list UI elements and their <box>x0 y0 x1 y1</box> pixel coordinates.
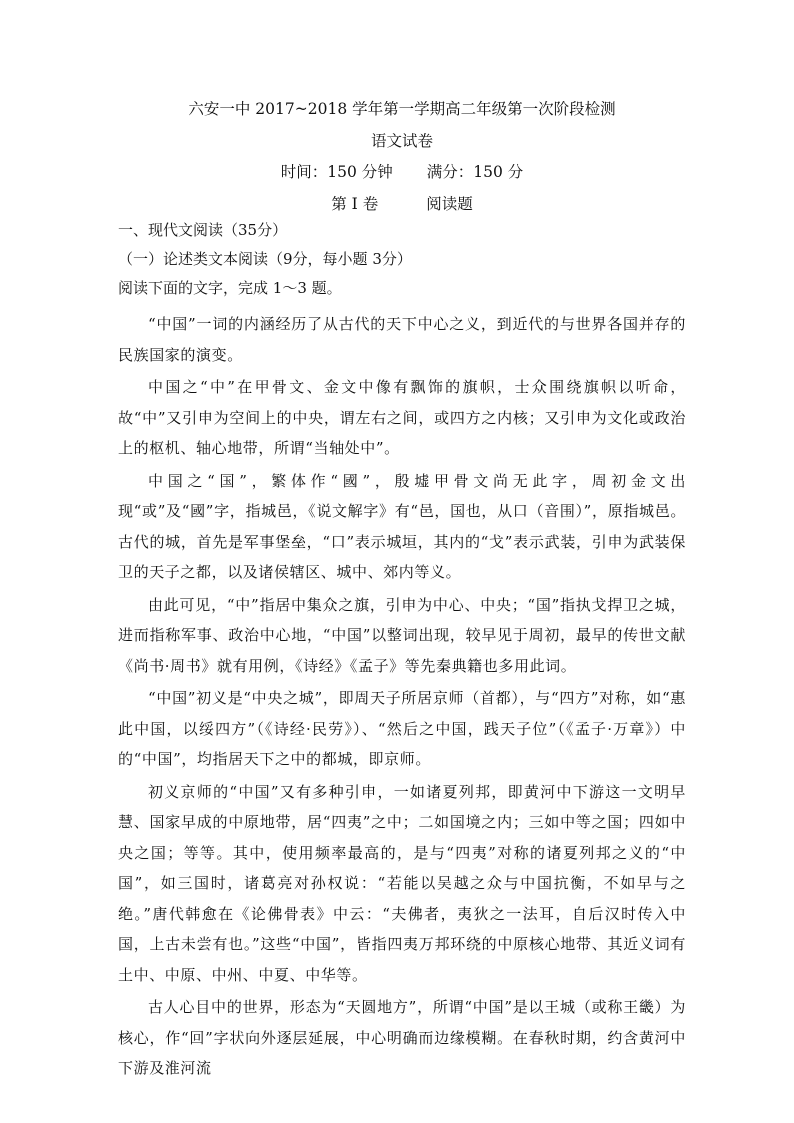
passage-paragraph: 中国之“国”，繁体作“國”，殷墟甲骨文尚无此字，周初金文出现“或”及“國”字，指城邑，《说文解字》有“邑，国也，从口（音围）”，原指城邑。古代的城，首先是军事堡垒，“口”表示城垣，其内的“戈”表示武装，引申为武装保卫的天子之都，以及诸侯辖区、城中、郊内等义。 <box>118 471 686 582</box>
passage-paragraph: “中国”初义是“中央之城”，即周天子所居京师（首都），与“四方”对称，如“惠此中国，以绥四方”（《诗经·民劳》）、“然后之中国，践天子位”（《孟子·万章》）中的“中国”，均指居天下之中的都城，即京师。 <box>118 689 686 769</box>
exam-score: 满分：150 分 <box>426 163 524 182</box>
passage-paragraph: “中国”一词的内涵经历了从古代的天下中心之义，到近代的与世界各国并存的民族国家的演变。 <box>118 315 686 364</box>
exam-meta <box>118 163 686 182</box>
exam-time: 时间：150 分钟 <box>280 163 393 182</box>
volume-heading <box>118 195 686 214</box>
reading-instruction: 阅读下面的文字，完成 1～3 题。 <box>118 279 342 298</box>
passage-paragraph: 古人心目中的世界，形态为“天圆地方”，所谓“中国”是以王城（或称王畿）为核心，作“回”字状向外逐层延展，中心明确而边缘模糊。在春秋时期，约含黄河中下游及淮河流 <box>118 998 686 1078</box>
volume-label: 第 I 卷 <box>331 194 379 213</box>
volume-name: 阅读题 <box>426 194 473 213</box>
section-heading: 一、现代文阅读（35分） <box>118 221 288 240</box>
passage-paragraph: 初义京师的“中国”又有多种引申，一如诸夏列邦，即黄河中下游这一文明早慧、国家早成的中原地带，居“四夷”之中；二如国境之内；三如中等之国；四如中央之国；等等。其中，使用频率最高的，是与“四夷”对称的诸夏列邦之义的“中国”，如三国时，诸葛亮对孙权说：“若能以吴越之众与中国抗衡，不如早与之绝。”唐代韩愈在《论佛骨表》中云：“夫佛者，夷狄之一法耳，自后汉时传入中国，上古未尝有也。”这些“中国”，皆指四夷万邦环绕的中原核心地带、其近义词有土中、中原、中州、中夏、中华等。 <box>118 782 686 984</box>
subsection-heading: （一）论述类文本阅读（9分，每小题 3分） <box>118 250 412 269</box>
passage-paragraph: 由此可见，“中”指居中集众之旗，引申为中心、中央；“国”指执戈捍卫之城，进而指称军事、政治中心地，“中国”以整词出现，较早见于周初，最早的传世文献《尚书·周书》就有用例，《诗经》《孟子》等先秦典籍也多用此词。 <box>118 595 686 675</box>
passage-paragraph: 中国之“中”在甲骨文、金文中像有飘饰的旗帜，士众围绕旗帜以听命，故“中”又引申为空间上的中央，谓左右之间，或四方之内核；又引申为文化或政治上的枢机、轴心地带，所谓“当轴处中”。 <box>118 378 686 458</box>
exam-subtitle: 语文试卷 <box>370 131 433 150</box>
exam-title: 六安一中 2017~2018 学年第一学期高二年级第一次阶段检测 <box>188 100 616 118</box>
